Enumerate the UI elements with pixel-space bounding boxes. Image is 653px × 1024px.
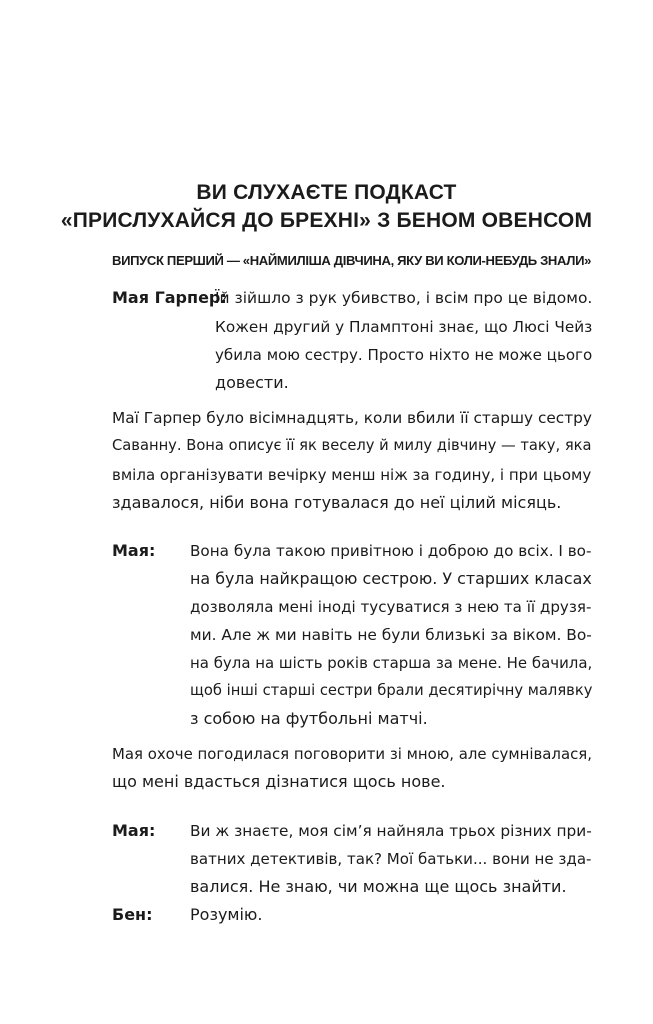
dialogue-line: Розумію. — [190, 905, 263, 924]
speaker-maya: Мая: — [112, 821, 156, 840]
dialogue-line: Ви ж знаєте, моя сім’я найняла трьох різних при- — [190, 822, 592, 840]
heading-line-2: «ПРИСЛУХАЙСЯ ДО БРЕХНІ» З БЕНОМ ОВЕНСОМ — [60, 209, 593, 232]
dialogue-line: довести. — [215, 373, 289, 392]
dialogue-line: на була на шість років старша за мене. Не бачила, — [190, 654, 593, 672]
dialogue-line: Їй зійшло з рук убивство, і всім про це відомо. — [215, 289, 593, 307]
episode-subheading: ВИПУСК ПЕРШИЙ — «НАЙМИЛІША ДІВЧИНА, ЯКУ ВИ КОЛИ-НЕБУДЬ ЗНАЛИ» — [112, 253, 592, 268]
dialogue-line: Вона була такою привітною і доброю до всіх. І во- — [190, 542, 592, 560]
dialogue-line: Кожен другий у Пламптоні знає, що Люсі Чейз — [215, 318, 593, 336]
narration-line: що мені вдасться дізнатися щось нове. — [112, 772, 446, 791]
speaker-ben: Бен: — [112, 905, 153, 924]
narration-line: вміла організувати вечірку менш ніж за годину, і при цьому — [112, 466, 592, 484]
dialogue-line: ми. Але ж ми навіть не були близькі за віком. Во- — [190, 626, 592, 644]
narration-line: здавалося, ніби вона готувалася до неї цілий місяць. — [112, 493, 562, 512]
speaker-maya: Мая: — [112, 541, 156, 560]
dialogue-line: з собою на футбольні матчі. — [190, 709, 428, 728]
narration-line: Маї Гарпер було вісімнадцять, коли вбили її старшу сестру — [112, 409, 592, 427]
narration-line: Мая охоче погодилася поговорити зі мною, але сумнівалася, — [112, 745, 592, 763]
speaker-maya-harper: Мая Гарпер: — [112, 288, 227, 307]
narration-line: Саванну. Вона описує її як веселу й милу дівчину — таку, яка — [112, 437, 592, 454]
dialogue-line: щоб інші старші сестри брали десятирічну малявку — [190, 682, 593, 699]
dialogue-line: на була найкращою сестрою. У старших класах — [190, 569, 592, 588]
dialogue-line: валися. Не знаю, чи можна ще щось знайти. — [190, 877, 567, 896]
dialogue-line: убила мою сестру. Просто ніхто не може цього — [215, 346, 593, 364]
dialogue-line: дозволяла мені іноді тусуватися з нею та її друзя- — [190, 598, 592, 616]
dialogue-line: ватних детективів, так? Мої батьки... вони не зда- — [190, 850, 592, 868]
heading-line-1: ВИ СЛУХАЄТЕ ПОДКАСТ — [196, 181, 457, 204]
